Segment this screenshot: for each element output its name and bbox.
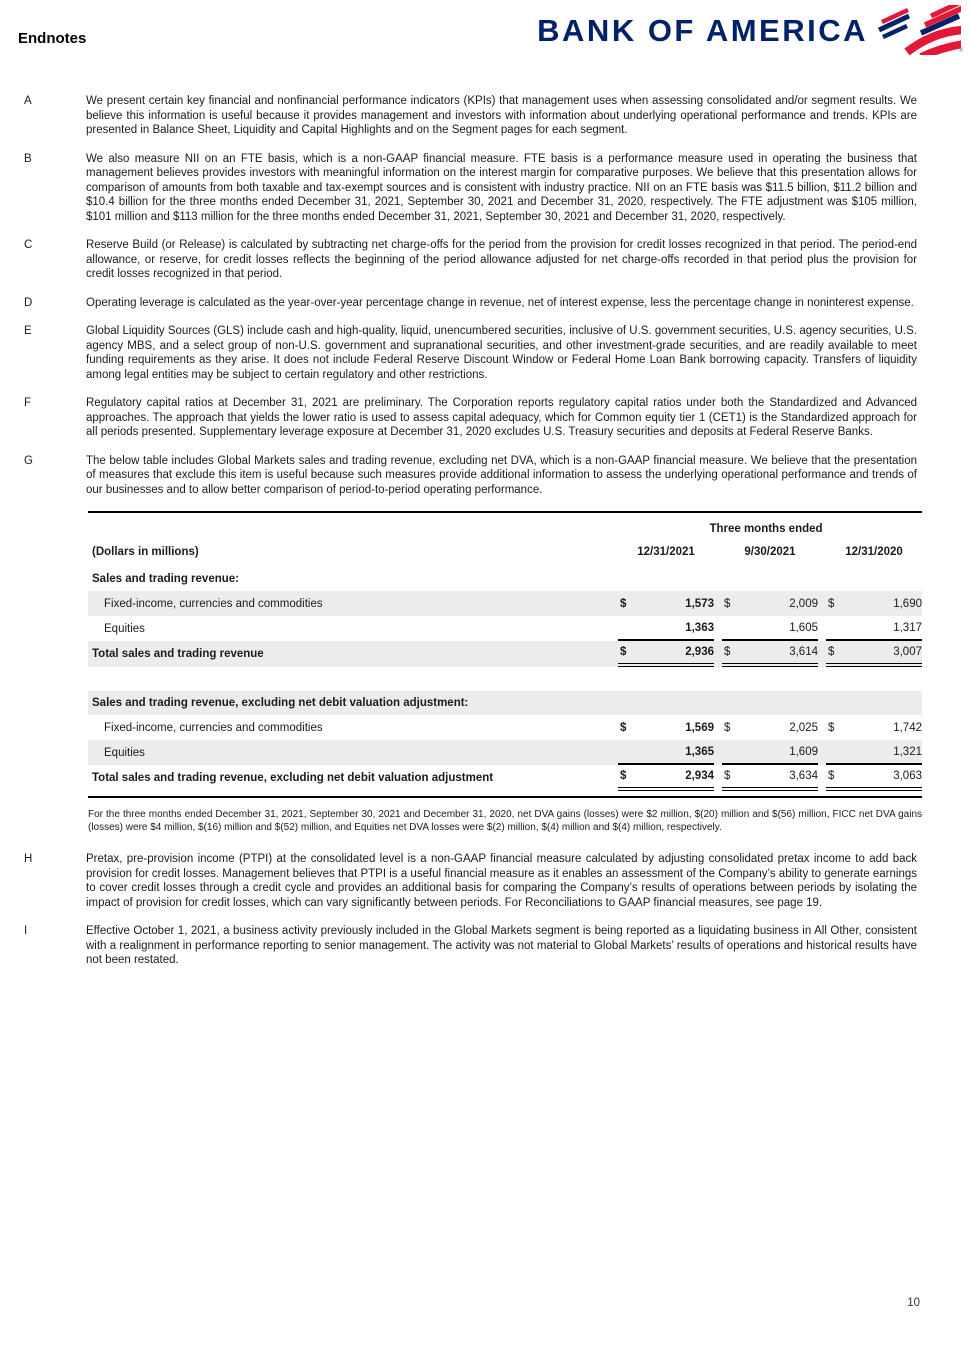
column-header: 12/31/2020 — [845, 546, 903, 558]
endnote-letter: E — [24, 325, 32, 337]
endnote-item-a — [0, 94, 971, 138]
cell-value: 1,317 — [893, 621, 922, 634]
endnote-item-e — [0, 324, 971, 382]
table-footnote: For the three months ended December 31, 2021, September 30, 2021 and December 31, 2020, net DVA gains (losses) were $2 million, $(20) million and $(56) million, FICC net DVA gains (losses) were $4 million, $(16) million and $(52) million, and Equities net DVA losses were $(2) million, $(4) million and $(4) million, respectively. — [88, 809, 922, 833]
endnote-text: Operating leverage is calculated as the year-over-year percentage change in revenue, net of interest expense, less the percentage change in noninterest expense. — [86, 296, 914, 309]
cell-value: 1,573 — [685, 597, 714, 610]
section-header: Sales and trading revenue, excluding net debit valuation adjustment: — [92, 697, 469, 709]
column-header: 12/31/2021 — [637, 546, 695, 558]
cell-value: 2,934 — [685, 770, 714, 782]
dollar-sign: $ — [828, 770, 835, 782]
dollar-sign: $ — [620, 721, 627, 734]
dollar-sign: $ — [724, 770, 731, 782]
flag-icon — [875, 5, 961, 55]
table-total-row — [88, 641, 922, 667]
endnote-letter: C — [24, 239, 33, 251]
dollar-sign: $ — [620, 770, 627, 782]
endnote-letter: G — [24, 454, 33, 467]
bank-of-america-wordmark: BANK OF AMERICA — [537, 12, 868, 48]
cell-value: 1,690 — [893, 597, 922, 610]
endnote-text: We also measure NII on an FTE basis, which is a non-GAAP financial measure. FTE basis is a performance measure used in operating the business that management believes provides investors with meaningful information on the interest margin for comparative purposes. We believe that this presentation allows for comparison of amounts from both taxable and tax-exempt sources and is consistent with industry practice. NII on an FTE basis was $11.5 billion, $11.2 billion and $10.4 billion for the three months ended December 31, 2021, September 30, 2021 and December 31, 2020, respectively. The FTE adjustment was $105 million, $101 million and $113 million for the three months ended December 31, 2021, September 30, 2021 and December 31, 2020, respectively. — [86, 152, 917, 223]
endnote-item-f — [0, 396, 971, 440]
endnote-text: Effective October 1, 2021, a business activity previously included in the Global Markets segment is being reported as a liquidating business in All Other, consistent with a realignment in performance reporting to senior management. The activity was not material to Global Markets’ results of operations and historical results have not been restated. — [86, 925, 917, 966]
endnote-letter: H — [24, 853, 33, 865]
endnote-item-i — [0, 924, 971, 968]
cell-value: 3,634 — [789, 770, 818, 782]
dollar-sign: $ — [724, 646, 731, 658]
section-header: Sales and trading revenue: — [92, 573, 239, 585]
table-total-row — [88, 765, 922, 791]
row-label: Fixed-income, currencies and commodities — [104, 597, 323, 610]
section-header-row — [88, 567, 922, 591]
table-row — [88, 715, 922, 740]
dollar-sign: $ — [828, 646, 835, 658]
bofa-flagscape-icon — [875, 5, 961, 55]
table-span-header-row — [88, 513, 922, 537]
unit-label: (Dollars in millions) — [92, 546, 199, 558]
page-title: Endnotes — [18, 30, 87, 47]
endnote-item-h — [0, 852, 971, 910]
cell-value: 2,025 — [789, 721, 818, 734]
table-row — [88, 740, 922, 765]
table-row — [88, 591, 922, 616]
cell-value: 1,609 — [789, 745, 818, 758]
cell-value: 1,742 — [893, 721, 922, 734]
row-label: Equities — [104, 746, 145, 759]
registered-trademark: ® — [958, 48, 963, 54]
cell-value: 3,007 — [893, 646, 922, 658]
endnote-text: The below table includes Global Markets sales and trading revenue, excluding net DVA, which is a non-GAAP financial measure. We believe that the presentation of measures that exclude this item is useful because such measures provide additional information to assess the underlying operational performance and trends of our businesses and to allow better comparison of period-to-period operating performance. — [86, 454, 917, 496]
endnote-text: Reserve Build (or Release) is calculated by subtracting net charge-offs for the period from the provision for credit losses recognized in that period. The period-end allowance, or reserve, for credit losses reflects the beginning of the period allowance adjusted for net charge-offs recorded in that period plus the provision for credit losses recognized in that period. — [86, 239, 917, 280]
table-column-header-row — [88, 537, 922, 567]
row-label: Total sales and trading revenue, excluding net debit valuation adjustment — [92, 772, 494, 784]
endnote-text: Regulatory capital ratios at December 31, 2021 are preliminary. The Corporation reports regulatory capital ratios under both the Standardized and Advanced approaches. The approach that yields the lower ratio is used to assess capital adequacy, which for Common equity tier 1 (CET1) is the Standardized approach for all periods presented. Supplementary leverage exposure at December 31, 2020 excludes U.S. Treasury securities and deposits at Federal Reserve Banks. — [86, 397, 917, 438]
dollar-sign: $ — [724, 597, 731, 610]
cell-value: 2,009 — [789, 597, 818, 610]
endnote-letter: F — [24, 397, 32, 409]
endnote-letter: D — [24, 296, 33, 309]
cell-value: 2,936 — [685, 646, 714, 658]
dollar-sign: $ — [620, 597, 627, 610]
endnote-letter: A — [24, 95, 32, 107]
cell-value: 1,363 — [685, 621, 714, 634]
cell-value: 1,365 — [685, 745, 714, 758]
column-header: 9/30/2021 — [744, 546, 796, 558]
endnote-text: We present certain key financial and nonfinancial performance indicators (KPIs) that management uses when assessing consolidated and/or segment results. We believe this information is useful because it provides management and investors with information about underlying operational performance and trends. KPIs are presented in Balance Sheet, Liquidity and Capital Highlights and on the Segment pages for each segment. — [86, 95, 917, 136]
endnote-letter: B — [24, 152, 32, 165]
row-label: Equities — [104, 622, 145, 635]
cell-value: 1,321 — [893, 745, 922, 758]
endnote-letter: I — [24, 925, 28, 937]
cell-value: 3,063 — [893, 770, 922, 782]
endnote-text: Global Liquidity Sources (GLS) include cash and high-quality, liquid, unencumbered securities, inclusive of U.S. government securities, U.S. agency securities, U.S. agency MBS, and a select group of non-U.S. government and supranational securities, and other investment-grade securities, and are readily available to meet funding requirements as they arise. It does not include Federal Reserve Discount Window or Federal Home Loan Bank borrowing capacity. Transfers of liquidity among legal entities may be subject to certain regulatory and other restrictions. — [86, 325, 917, 381]
endnote-item-d — [0, 296, 971, 311]
page-number: 10 — [907, 1297, 920, 1309]
endnote-item-g — [0, 454, 971, 498]
endnote-item-c — [0, 238, 971, 282]
table-row — [88, 616, 922, 641]
endnotes-list-continued — [0, 852, 971, 968]
cell-value: 3,614 — [789, 646, 818, 658]
page-header — [0, 0, 971, 56]
dollar-sign: $ — [828, 597, 835, 610]
cell-value: 1,605 — [789, 621, 818, 634]
section-header-row — [88, 691, 922, 715]
dollar-sign: $ — [724, 721, 731, 734]
row-label: Total sales and trading revenue — [92, 648, 264, 660]
dollar-sign: $ — [828, 721, 835, 734]
endnotes-list — [0, 94, 971, 497]
bank-of-america-logo — [537, 5, 961, 55]
endnote-text: Pretax, pre-provision income (PTPI) at the consolidated level is a non-GAAP financial measure calculated by adjusting consolidated pretax income to add back provision for credit losses. Management believes that PTPI is a useful financial measure as it enables an assessment of the Company’s ability to generate earnings to cover credit losses through a credit cycle and provides an additional basis for comparing the Company’s results of operations between periods by isolating the impact of provision for credit losses, which can vary significantly between periods. For Reconciliations to GAAP financial measures, see page 19. — [86, 853, 917, 909]
span-header: Three months ended — [709, 523, 823, 535]
row-label: Fixed-income, currencies and commodities — [104, 721, 323, 734]
dollar-sign: $ — [620, 646, 627, 658]
endnote-item-b — [0, 152, 971, 225]
sales-trading-table — [88, 511, 922, 798]
cell-value: 1,569 — [685, 721, 714, 734]
